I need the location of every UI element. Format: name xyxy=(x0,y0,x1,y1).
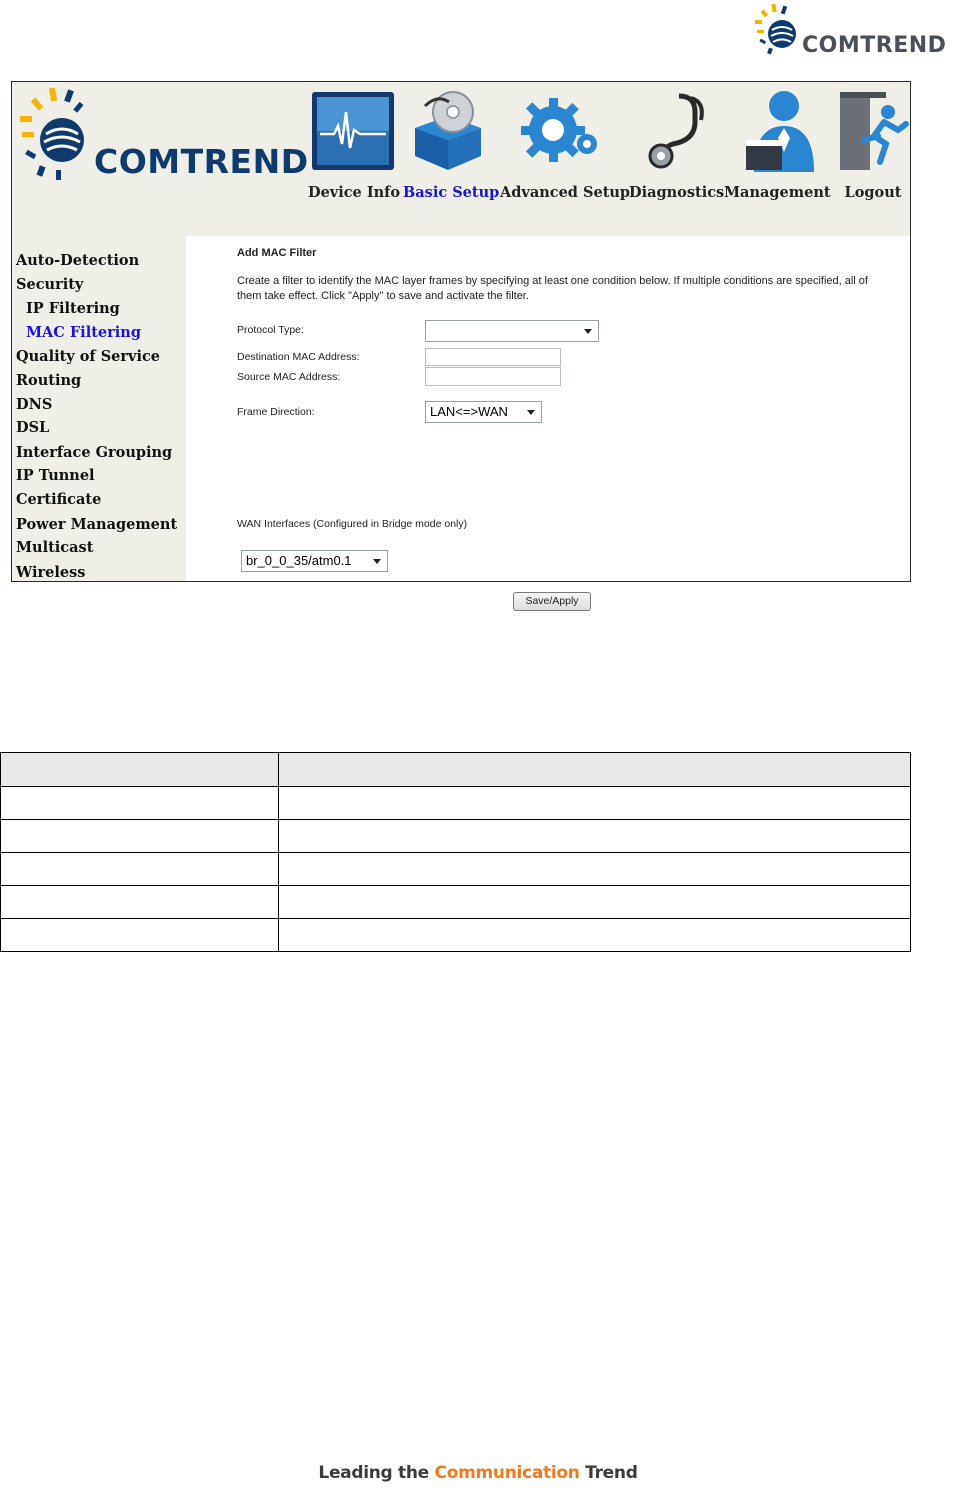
sidebar xyxy=(12,236,186,581)
wan-interface-value: br_0_0_35/atm0.1 xyxy=(246,553,352,568)
content-pane xyxy=(186,236,910,607)
tagline-accent: Communication xyxy=(434,1463,580,1483)
destination-mac-input[interactable] xyxy=(425,348,561,366)
nav-management[interactable] xyxy=(724,90,831,202)
form-description: Create a filter to identify the MAC layer frames by specifying at least one condition below. If multiple conditions are specified, all of them take effect. Click "Apply" to save and activate the filter. xyxy=(237,275,868,302)
page-title: Add MAC Filter xyxy=(237,247,317,259)
sidebar-item-dns[interactable]: DNS xyxy=(16,396,53,413)
frame-direction-label: Frame Direction: xyxy=(237,406,315,418)
table-cell xyxy=(1,886,279,919)
field-description-table xyxy=(0,752,911,952)
brand-wordmark: COMTREND xyxy=(802,33,947,58)
sidebar-item-multicast[interactable]: Multicast xyxy=(16,539,94,556)
chevron-down-icon xyxy=(584,329,592,334)
tagline-prefix: Leading the xyxy=(318,1463,435,1483)
sidebar-item-certificate[interactable]: Certificate xyxy=(16,491,102,508)
sidebar-item-dsl[interactable]: DSL xyxy=(16,419,50,436)
table-cell xyxy=(279,919,911,952)
nav-label: Management xyxy=(724,184,831,201)
wan-interfaces-label: WAN Interfaces (Configured in Bridge mode only) xyxy=(237,518,468,530)
page-footer-tagline xyxy=(0,1463,956,1483)
brand-logo xyxy=(16,86,309,196)
nav-label: Diagnostics xyxy=(629,184,725,201)
sidebar-item-ip-tunnel[interactable]: IP Tunnel xyxy=(16,467,95,484)
nav-advanced-setup[interactable] xyxy=(500,90,631,202)
chevron-down-icon xyxy=(373,559,381,564)
table-row xyxy=(1,886,911,919)
top-banner xyxy=(12,82,910,236)
gears-icon xyxy=(517,90,603,172)
table-cell xyxy=(279,886,911,919)
table-row xyxy=(1,787,911,820)
source-mac-label: Source MAC Address: xyxy=(237,371,341,383)
nav-basic-setup[interactable] xyxy=(403,90,500,202)
table-header-cell xyxy=(279,753,911,787)
nav-label: Basic Setup xyxy=(403,184,500,201)
table-header-row xyxy=(1,753,911,787)
table-header-cell xyxy=(1,753,279,787)
table-cell xyxy=(1,820,279,853)
table-cell xyxy=(1,919,279,952)
box-disc-icon xyxy=(405,90,491,172)
table-row xyxy=(1,853,911,886)
table-cell xyxy=(279,853,911,886)
sidebar-item-auto-detection[interactable]: Auto-Detection xyxy=(16,252,140,269)
nav-logout[interactable] xyxy=(836,90,910,202)
save-apply-button[interactable]: Save/Apply xyxy=(513,592,591,611)
manager-icon xyxy=(732,90,818,172)
sidebar-item-quality-of-service[interactable]: Quality of Service xyxy=(16,348,161,365)
table-row xyxy=(1,820,911,853)
brand-wordmark: COMTREND xyxy=(94,142,309,181)
sidebar-item-power-management[interactable]: Power Management xyxy=(16,516,178,533)
nav-label: Logout xyxy=(844,184,902,201)
sidebar-item-ip-filtering[interactable]: IP Filtering xyxy=(26,300,120,317)
nav-diagnostics[interactable] xyxy=(629,90,725,202)
router-ui-screenshot xyxy=(11,81,911,607)
stethoscope-icon xyxy=(631,90,717,172)
wan-interface-select[interactable] xyxy=(241,550,388,572)
table-cell xyxy=(1,853,279,886)
exit-door-icon xyxy=(830,90,916,172)
comtrend-star-logo-icon xyxy=(16,86,96,196)
tagline-suffix: Trend xyxy=(579,1463,638,1483)
table-cell xyxy=(1,787,279,820)
page-header-logo xyxy=(752,2,956,60)
table-cell xyxy=(279,820,911,853)
sidebar-item-security[interactable]: Security xyxy=(16,276,84,293)
sidebar-item-mac-filtering[interactable]: MAC Filtering xyxy=(26,324,141,341)
destination-mac-label: Destination MAC Address: xyxy=(237,351,360,363)
monitor-waveform-icon xyxy=(310,90,396,172)
nav-label: Advanced Setup xyxy=(500,184,631,201)
table-cell xyxy=(279,787,911,820)
chevron-down-icon xyxy=(527,410,535,415)
frame-direction-value: LAN<=>WAN xyxy=(430,404,508,419)
source-mac-input[interactable] xyxy=(425,367,561,386)
protocol-type-select[interactable] xyxy=(425,320,599,342)
protocol-type-label: Protocol Type: xyxy=(237,324,304,336)
sidebar-item-interface-grouping[interactable]: Interface Grouping xyxy=(16,444,173,461)
comtrend-star-logo-icon xyxy=(752,2,800,58)
table-row xyxy=(1,919,911,952)
nav-device-info[interactable] xyxy=(308,90,401,202)
frame-direction-select[interactable] xyxy=(425,401,542,423)
sidebar-item-wireless[interactable]: Wireless xyxy=(16,564,86,581)
sidebar-item-routing[interactable]: Routing xyxy=(16,372,82,389)
nav-label: Device Info xyxy=(308,184,401,201)
